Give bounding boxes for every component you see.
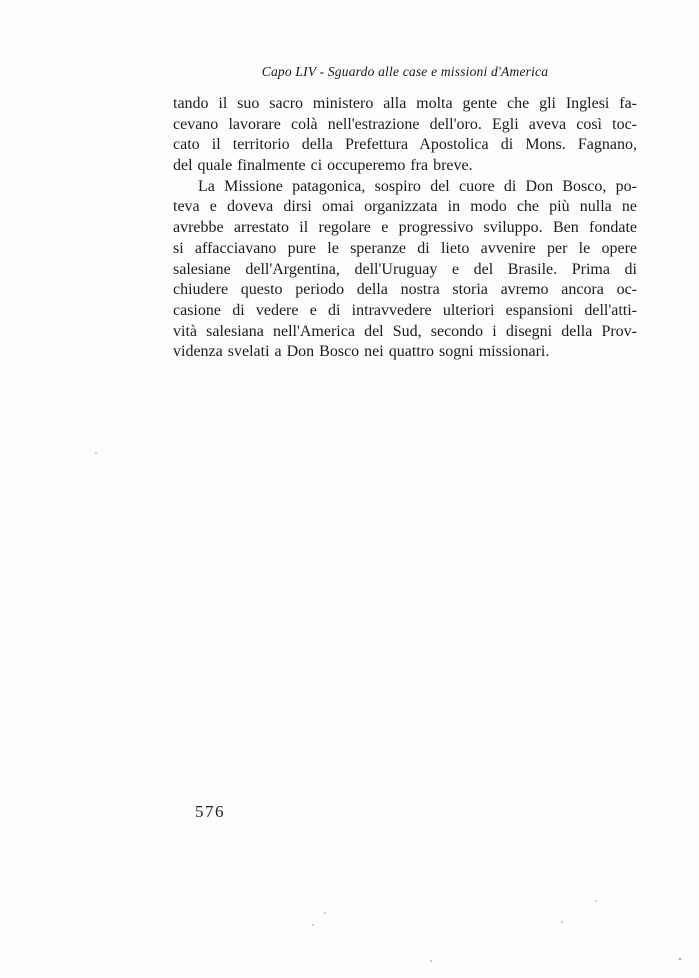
text-line: tando il suo sacro ministero alla molta gente che gli Inglesi fa- [173, 95, 637, 112]
text-line: si affacciavano pure le speranze di lieto avvenire per le opere [173, 239, 637, 257]
text-line: salesiane dell'Argentina, dell'Uruguay e del Brasile. Prima di [173, 260, 637, 278]
text-line: vità salesiana nell'America del Sud, secondo i disegni della Prov- [173, 322, 637, 340]
scan-speck [95, 452, 97, 454]
page-number: 576 [195, 802, 225, 821]
running-header: Capo LIV - Sguardo alle case e missioni d'America [261, 64, 549, 79]
text-line: videnza svelati a Don Bosco nei quattro sogni missionari. [173, 343, 550, 361]
text-block [173, 94, 637, 363]
text-line: cevano lavorare colà nell'estrazione dell'oro. Egli aveva così toc- [173, 115, 637, 133]
scan-speck [561, 921, 563, 923]
scan-speck [595, 900, 597, 902]
scan-speck [324, 912, 326, 914]
text-line: cato il territorio della Prefettura Apostolica di Mons. Fagnano, [173, 136, 637, 154]
scan-speck [430, 960, 432, 962]
scan-speck [312, 924, 314, 926]
text-line: del quale finalmente ci occuperemo fra breve. [173, 157, 473, 175]
text-line: teva e doveva dirsi omai organizzata in modo che più nulla ne [173, 198, 637, 216]
text-line-paragraph-start: La Missione patagonica, sospiro del cuore di Don Bosco, po- [198, 177, 637, 195]
text-line: chiudere questo periodo della nostra storia avremo ancora oc- [173, 281, 637, 299]
scan-speck [679, 958, 681, 960]
text-line: casione di vedere e di intravvedere ulteriori espansioni dell'atti- [173, 301, 637, 319]
text-line: avrebbe arrestato il regolare e progressivo sviluppo. Ben fondate [173, 219, 637, 237]
